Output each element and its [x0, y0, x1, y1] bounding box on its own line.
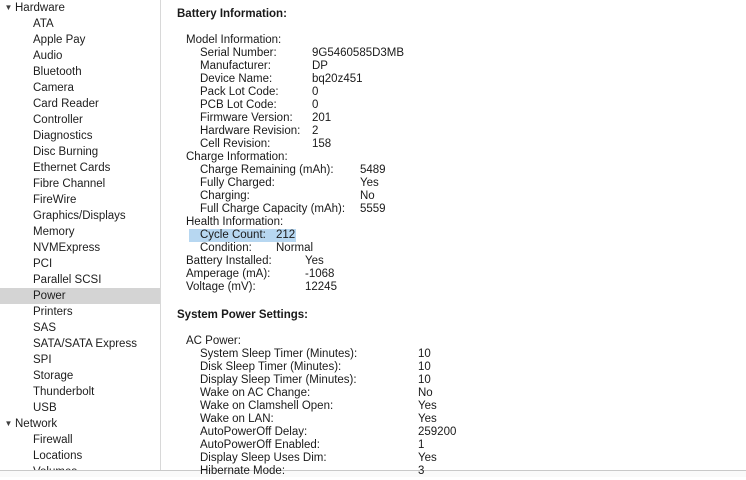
sidebar-group-label: Hardware: [15, 2, 65, 14]
sidebar-item-ethernet-cards[interactable]: Ethernet Cards: [33, 162, 111, 174]
row-battery-installed[interactable]: Battery Installed: Yes: [186, 255, 324, 267]
sidebar-item-sata-sata-express[interactable]: SATA/SATA Express: [33, 338, 137, 350]
row-amperage[interactable]: Amperage (mA): -1068: [186, 268, 335, 280]
battery-information-title: Battery Information:: [177, 8, 287, 20]
sidebar-item-sas[interactable]: SAS: [33, 322, 57, 334]
sidebar-group-hardware[interactable]: [0, 0, 160, 16]
row-serial-number[interactable]: Serial Number: 9G5460585D3MB: [200, 47, 405, 59]
sidebar-item-disc-burning[interactable]: Disc Burning: [33, 146, 99, 158]
row-pack-lot-code[interactable]: Pack Lot Code: 0: [200, 86, 319, 98]
row-disk-sleep-timer[interactable]: Disk Sleep Timer (Minutes): 10: [200, 361, 431, 373]
row-hardware-revision[interactable]: Hardware Revision: 2: [200, 125, 319, 137]
disclosure-triangle-icon[interactable]: ▼: [4, 419, 13, 428]
sidebar-item-pci[interactable]: PCI: [33, 258, 53, 270]
row-charge-information[interactable]: Charge Information:: [186, 151, 288, 163]
sidebar-item-firewall[interactable]: Firewall: [33, 434, 73, 446]
sidebar-item-usb[interactable]: USB: [33, 402, 57, 414]
row-wake-on-clamshell-open[interactable]: Wake on Clamshell Open: Yes: [200, 400, 437, 412]
row-health-information[interactable]: Health Information:: [186, 216, 284, 228]
row-full-charge-capacity[interactable]: Full Charge Capacity (mAh): 5559: [200, 203, 386, 215]
sidebar-item-memory[interactable]: Memory: [33, 226, 75, 238]
row-charging[interactable]: Charging: No: [200, 190, 375, 202]
row-autopoweroff-enabled[interactable]: AutoPowerOff Enabled: 1: [200, 439, 425, 451]
sidebar-item-bluetooth[interactable]: Bluetooth: [33, 66, 82, 78]
row-ac-power[interactable]: AC Power:: [186, 335, 241, 347]
window-bottom-edge: [0, 471, 746, 477]
row-system-sleep-timer[interactable]: System Sleep Timer (Minutes): 10: [200, 348, 431, 360]
sidebar-item-thunderbolt[interactable]: Thunderbolt: [33, 386, 95, 398]
sidebar-item-parallel-scsi[interactable]: Parallel SCSI: [33, 274, 102, 286]
sidebar-item-graphics-displays[interactable]: Graphics/Displays: [33, 210, 126, 222]
row-cycle-count-selected[interactable]: Cycle Count: 212: [161, 229, 746, 242]
sidebar-item-printers[interactable]: Printers: [33, 306, 73, 318]
row-fully-charged[interactable]: Fully Charged: Yes: [200, 177, 379, 189]
row-firmware-version[interactable]: Firmware Version: 201: [200, 112, 332, 124]
sidebar-item-power[interactable]: Power: [0, 288, 160, 304]
row-display-sleep-uses-dim[interactable]: Display Sleep Uses Dim: Yes: [200, 452, 437, 464]
sidebar-item-fibre-channel[interactable]: Fibre Channel: [33, 178, 106, 190]
sidebar-item-audio[interactable]: Audio: [33, 50, 63, 62]
sidebar-group-label: Network: [15, 418, 58, 430]
row-pcb-lot-code[interactable]: PCB Lot Code: 0: [200, 99, 319, 111]
sidebar-item-ata[interactable]: ATA: [33, 18, 54, 30]
disclosure-triangle-icon[interactable]: ▼: [4, 3, 13, 12]
row-model-information[interactable]: Model Information:: [186, 34, 282, 46]
row-manufacturer[interactable]: Manufacturer: DP: [200, 60, 328, 72]
row-hibernate-mode[interactable]: Hibernate Mode: 3: [200, 465, 425, 477]
sidebar-item-nvmexpress[interactable]: NVMExpress: [33, 242, 101, 254]
sidebar-item-controller[interactable]: Controller: [33, 114, 83, 126]
row-wake-on-lan[interactable]: Wake on LAN: Yes: [200, 413, 437, 425]
sidebar-item-storage[interactable]: Storage: [33, 370, 74, 382]
sidebar-item-spi[interactable]: SPI: [33, 354, 52, 366]
row-device-name[interactable]: Device Name: bq20z451: [200, 73, 363, 85]
row-charge-remaining[interactable]: Charge Remaining (mAh): 5489: [200, 164, 386, 176]
sidebar-item-locations[interactable]: Locations: [33, 450, 83, 462]
sidebar-item-firewire[interactable]: FireWire: [33, 194, 77, 206]
row-cell-revision[interactable]: Cell Revision: 158: [200, 138, 332, 150]
sidebar-item-diagnostics[interactable]: Diagnostics: [33, 130, 93, 142]
row-autopoweroff-delay[interactable]: AutoPowerOff Delay: 259200: [200, 426, 457, 438]
detail-pane: [161, 0, 746, 477]
sidebar: [0, 0, 160, 470]
sidebar-item-card-reader[interactable]: Card Reader: [33, 98, 99, 110]
row-display-sleep-timer[interactable]: Display Sleep Timer (Minutes): 10: [200, 374, 431, 386]
row-voltage[interactable]: Voltage (mV): 12245: [186, 281, 337, 293]
row-wake-on-ac-change[interactable]: Wake on AC Change: No: [200, 387, 433, 399]
system-power-settings-title: System Power Settings:: [177, 309, 309, 321]
sidebar-item-camera[interactable]: Camera: [33, 82, 74, 94]
row-condition[interactable]: Condition: Normal: [200, 242, 314, 254]
sidebar-group-network[interactable]: [0, 416, 160, 432]
sidebar-item-apple-pay[interactable]: Apple Pay: [33, 34, 86, 46]
